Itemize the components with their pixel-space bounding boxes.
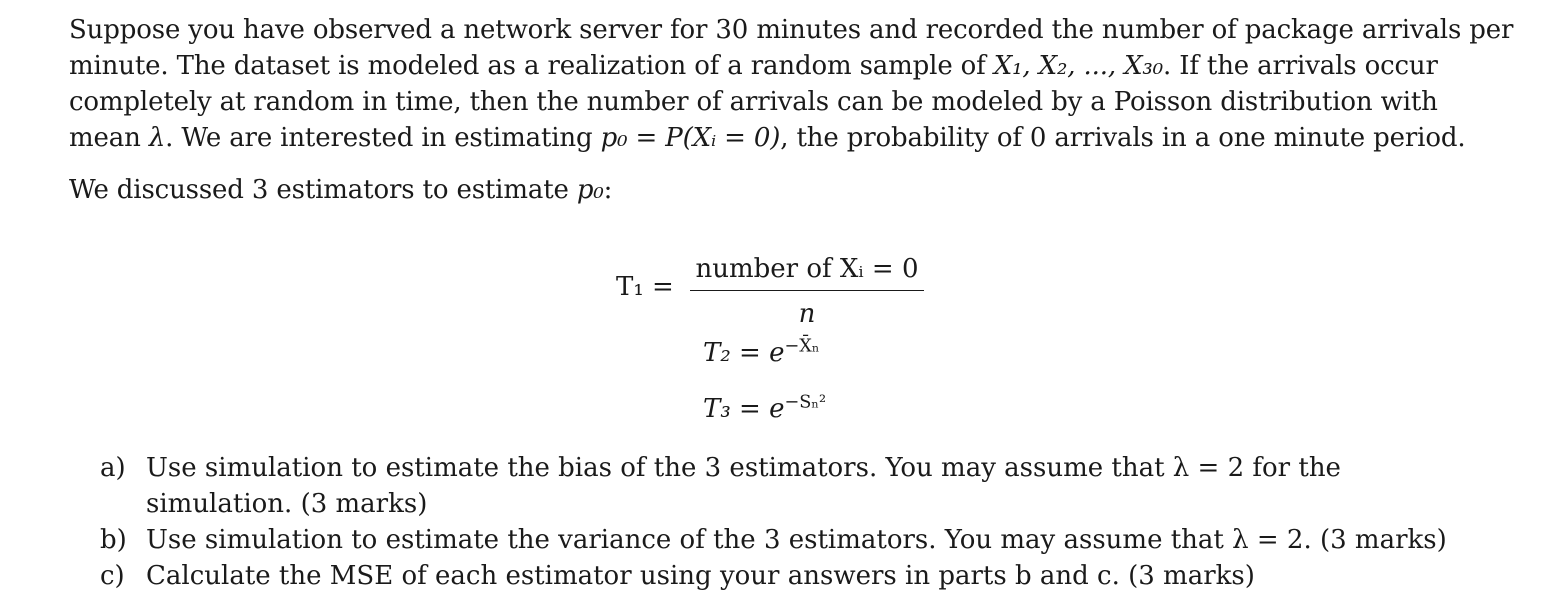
p0-definition: p₀ = P(Xᵢ = 0) xyxy=(600,123,781,153)
t2-lhs: T₂ = e xyxy=(703,338,785,368)
question-c-marker: c) xyxy=(100,561,125,591)
t1-denominator xyxy=(690,297,924,331)
t1-fraction xyxy=(690,252,924,331)
intro-line-3: completely at random in time, then the number of arrivals can be modeled by a Poisson distribution with xyxy=(69,87,1438,117)
estimators-intro-colon: : xyxy=(603,175,613,205)
intro-line-4 xyxy=(69,120,1489,156)
t1-denominator-n: n xyxy=(798,299,816,329)
estimators-intro xyxy=(69,172,1489,208)
intro-line-2-end: . If the arrivals occur xyxy=(1162,51,1438,81)
t2-formula xyxy=(703,338,820,368)
question-a-marker: a) xyxy=(100,453,126,483)
question-list xyxy=(100,450,1490,594)
question-b xyxy=(100,522,1490,558)
fraction-bar xyxy=(690,290,924,291)
t3-exponent: −Sₙ² xyxy=(784,392,827,413)
sample-variables: X₁, X₂, ..., X₃₀ xyxy=(993,51,1163,81)
question-c-text: Calculate the MSE of each estimator using your answers in parts b and c. (3 marks) xyxy=(146,561,1255,591)
intro-paragraph xyxy=(69,12,1514,156)
t1-lhs: T₁ = xyxy=(616,272,674,302)
intro-line-2 xyxy=(69,48,1489,84)
intro-line-2-text: minute. The dataset is modeled as a realization of a random sample of xyxy=(69,51,994,81)
t3-formula xyxy=(703,394,826,424)
question-c xyxy=(100,558,1490,594)
question-b-text: Use simulation to estimate the variance of the 3 estimators. You may assume that λ = 2. (3 marks) xyxy=(146,525,1447,555)
intro-line-4-mid: . We are interested in estimating xyxy=(165,123,601,153)
p0-symbol: p₀ xyxy=(576,175,604,205)
intro-line-4-start: mean xyxy=(69,123,149,153)
question-b-marker: b) xyxy=(100,525,127,555)
t2-exponent: −X̄ₙ xyxy=(784,336,820,357)
t1-numerator: number of Xᵢ = 0 xyxy=(695,254,919,284)
question-a-text: Use simulation to estimate the bias of the 3 estimators. You may assume that λ = 2 for the simulation. (3 marks) xyxy=(146,453,1341,519)
t3-lhs: T₃ = e xyxy=(703,394,785,424)
intro-line-1: Suppose you have observed a network server for 30 minutes and recorded the number of package arrivals per xyxy=(69,15,1514,45)
intro-line-4-end: , the probability of 0 arrivals in a one minute period. xyxy=(780,123,1466,153)
estimators-intro-text: We discussed 3 estimators to estimate xyxy=(69,175,577,205)
lambda-symbol: λ xyxy=(148,123,166,153)
question-a xyxy=(100,450,1490,522)
